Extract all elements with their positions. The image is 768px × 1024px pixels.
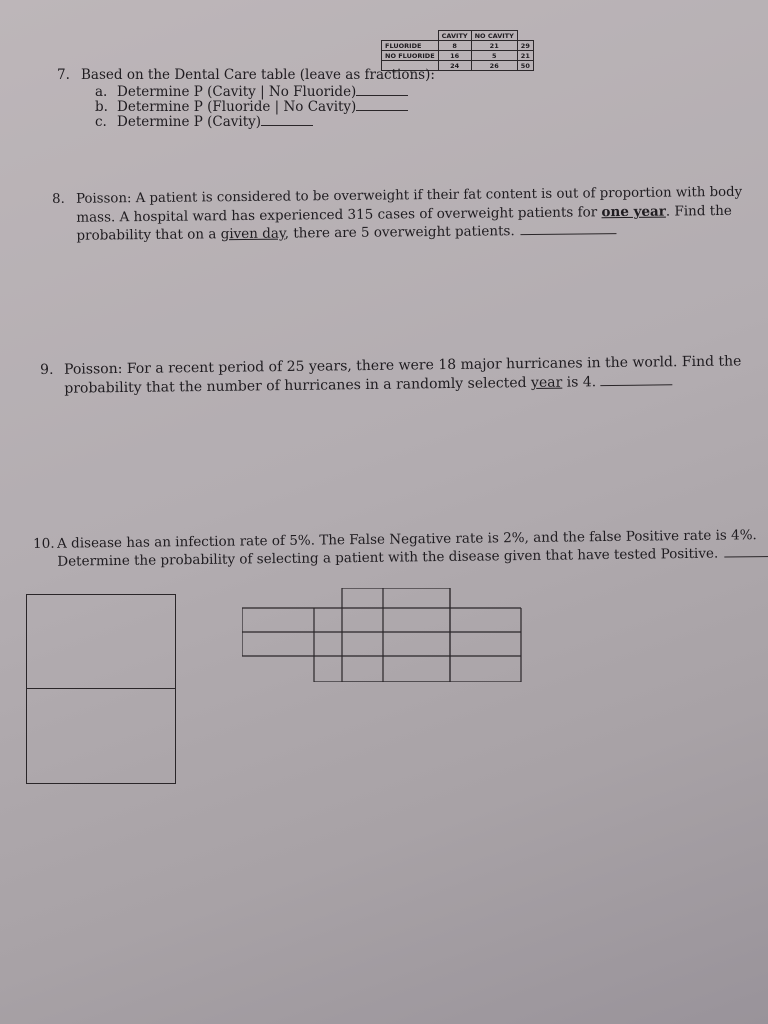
question-7-text: Based on the Dental Care table (leave as fractions): xyxy=(81,67,435,83)
answer-blank-10[interactable] xyxy=(724,544,768,558)
question-8-line-3: probability that on a xyxy=(76,226,221,244)
question-number: 7. xyxy=(57,67,70,83)
empty-work-table xyxy=(242,588,522,682)
question-8-line-1: Poisson: A patient is considered to be overweight if their fat content is out of proportion with body xyxy=(76,184,743,207)
part-letter: b. xyxy=(95,99,108,115)
part-letter: a. xyxy=(95,84,108,100)
header-no-cavity: NO CAVITY xyxy=(471,31,517,41)
tree-diagram-box xyxy=(26,594,176,784)
question-7 xyxy=(57,66,435,84)
question-7c xyxy=(95,113,313,131)
question-8-line-2: mass. A hospital ward has experienced 315 cases of overweight patients for xyxy=(76,204,602,226)
question-9-line-1: Poisson: For a recent period of 25 years, there were 18 major hurricanes in the world. Find the xyxy=(64,353,742,378)
question-9 xyxy=(40,352,742,399)
row-label: FLUORIDE xyxy=(382,41,439,51)
part-text: Determine P (Cavity) xyxy=(117,114,262,130)
table-corner-right xyxy=(517,31,533,41)
table-corner xyxy=(382,31,439,41)
empty-work-table-lines xyxy=(242,588,522,682)
answer-blank-8[interactable] xyxy=(521,221,617,235)
question-8-line-2-end: . Find the xyxy=(665,202,732,220)
answer-blank-7b[interactable] xyxy=(356,98,408,111)
grand-total: 50 xyxy=(517,61,533,71)
column-total: 26 xyxy=(471,61,517,71)
row-total: 21 xyxy=(517,51,533,61)
question-number: 9. xyxy=(40,361,54,378)
underlined-year: year xyxy=(530,374,563,392)
tree-box-divider xyxy=(27,688,175,689)
question-9-line-2: probability that the number of hurricanes in a randomly selected xyxy=(64,375,532,397)
question-10-line-2: Determine the probability of selecting a patient with the disease given that have tested Positive. xyxy=(57,545,719,570)
question-10 xyxy=(33,527,768,571)
question-10-line-1: A disease has an infection rate of 5%. The False Negative rate is 2%, and the false Positive rate is 4%. xyxy=(56,527,757,552)
question-8 xyxy=(52,184,743,245)
answer-blank-7a[interactable] xyxy=(356,83,408,96)
underlined-one-year: one year xyxy=(601,203,666,221)
table-cell: 16 xyxy=(438,51,471,61)
table-cell: 5 xyxy=(471,51,517,61)
answer-blank-7c[interactable] xyxy=(261,113,313,126)
table-cell: 8 xyxy=(438,41,471,51)
dental-care-table xyxy=(381,30,534,71)
header-cavity: CAVITY xyxy=(438,31,471,41)
question-8-line-3-end: , there are 5 overweight patients. xyxy=(284,223,515,242)
question-number: 8. xyxy=(52,191,65,207)
table-row xyxy=(382,41,534,51)
part-text: Determine P (Cavity | No Fluoride) xyxy=(117,84,357,100)
table-cell: 21 xyxy=(471,41,517,51)
table-row xyxy=(382,51,534,61)
part-text: Determine P (Fluoride | No Cavity) xyxy=(117,99,357,115)
part-letter: c. xyxy=(95,114,107,130)
table-header-row xyxy=(382,31,534,41)
answer-blank-9[interactable] xyxy=(600,372,672,386)
underlined-given-day: given day xyxy=(220,225,285,243)
question-9-line-2-end: is 4. xyxy=(562,374,597,391)
row-label: NO FLUORIDE xyxy=(382,51,439,61)
row-total: 29 xyxy=(517,41,533,51)
column-total: 24 xyxy=(438,61,471,71)
question-number: 10. xyxy=(33,535,55,552)
